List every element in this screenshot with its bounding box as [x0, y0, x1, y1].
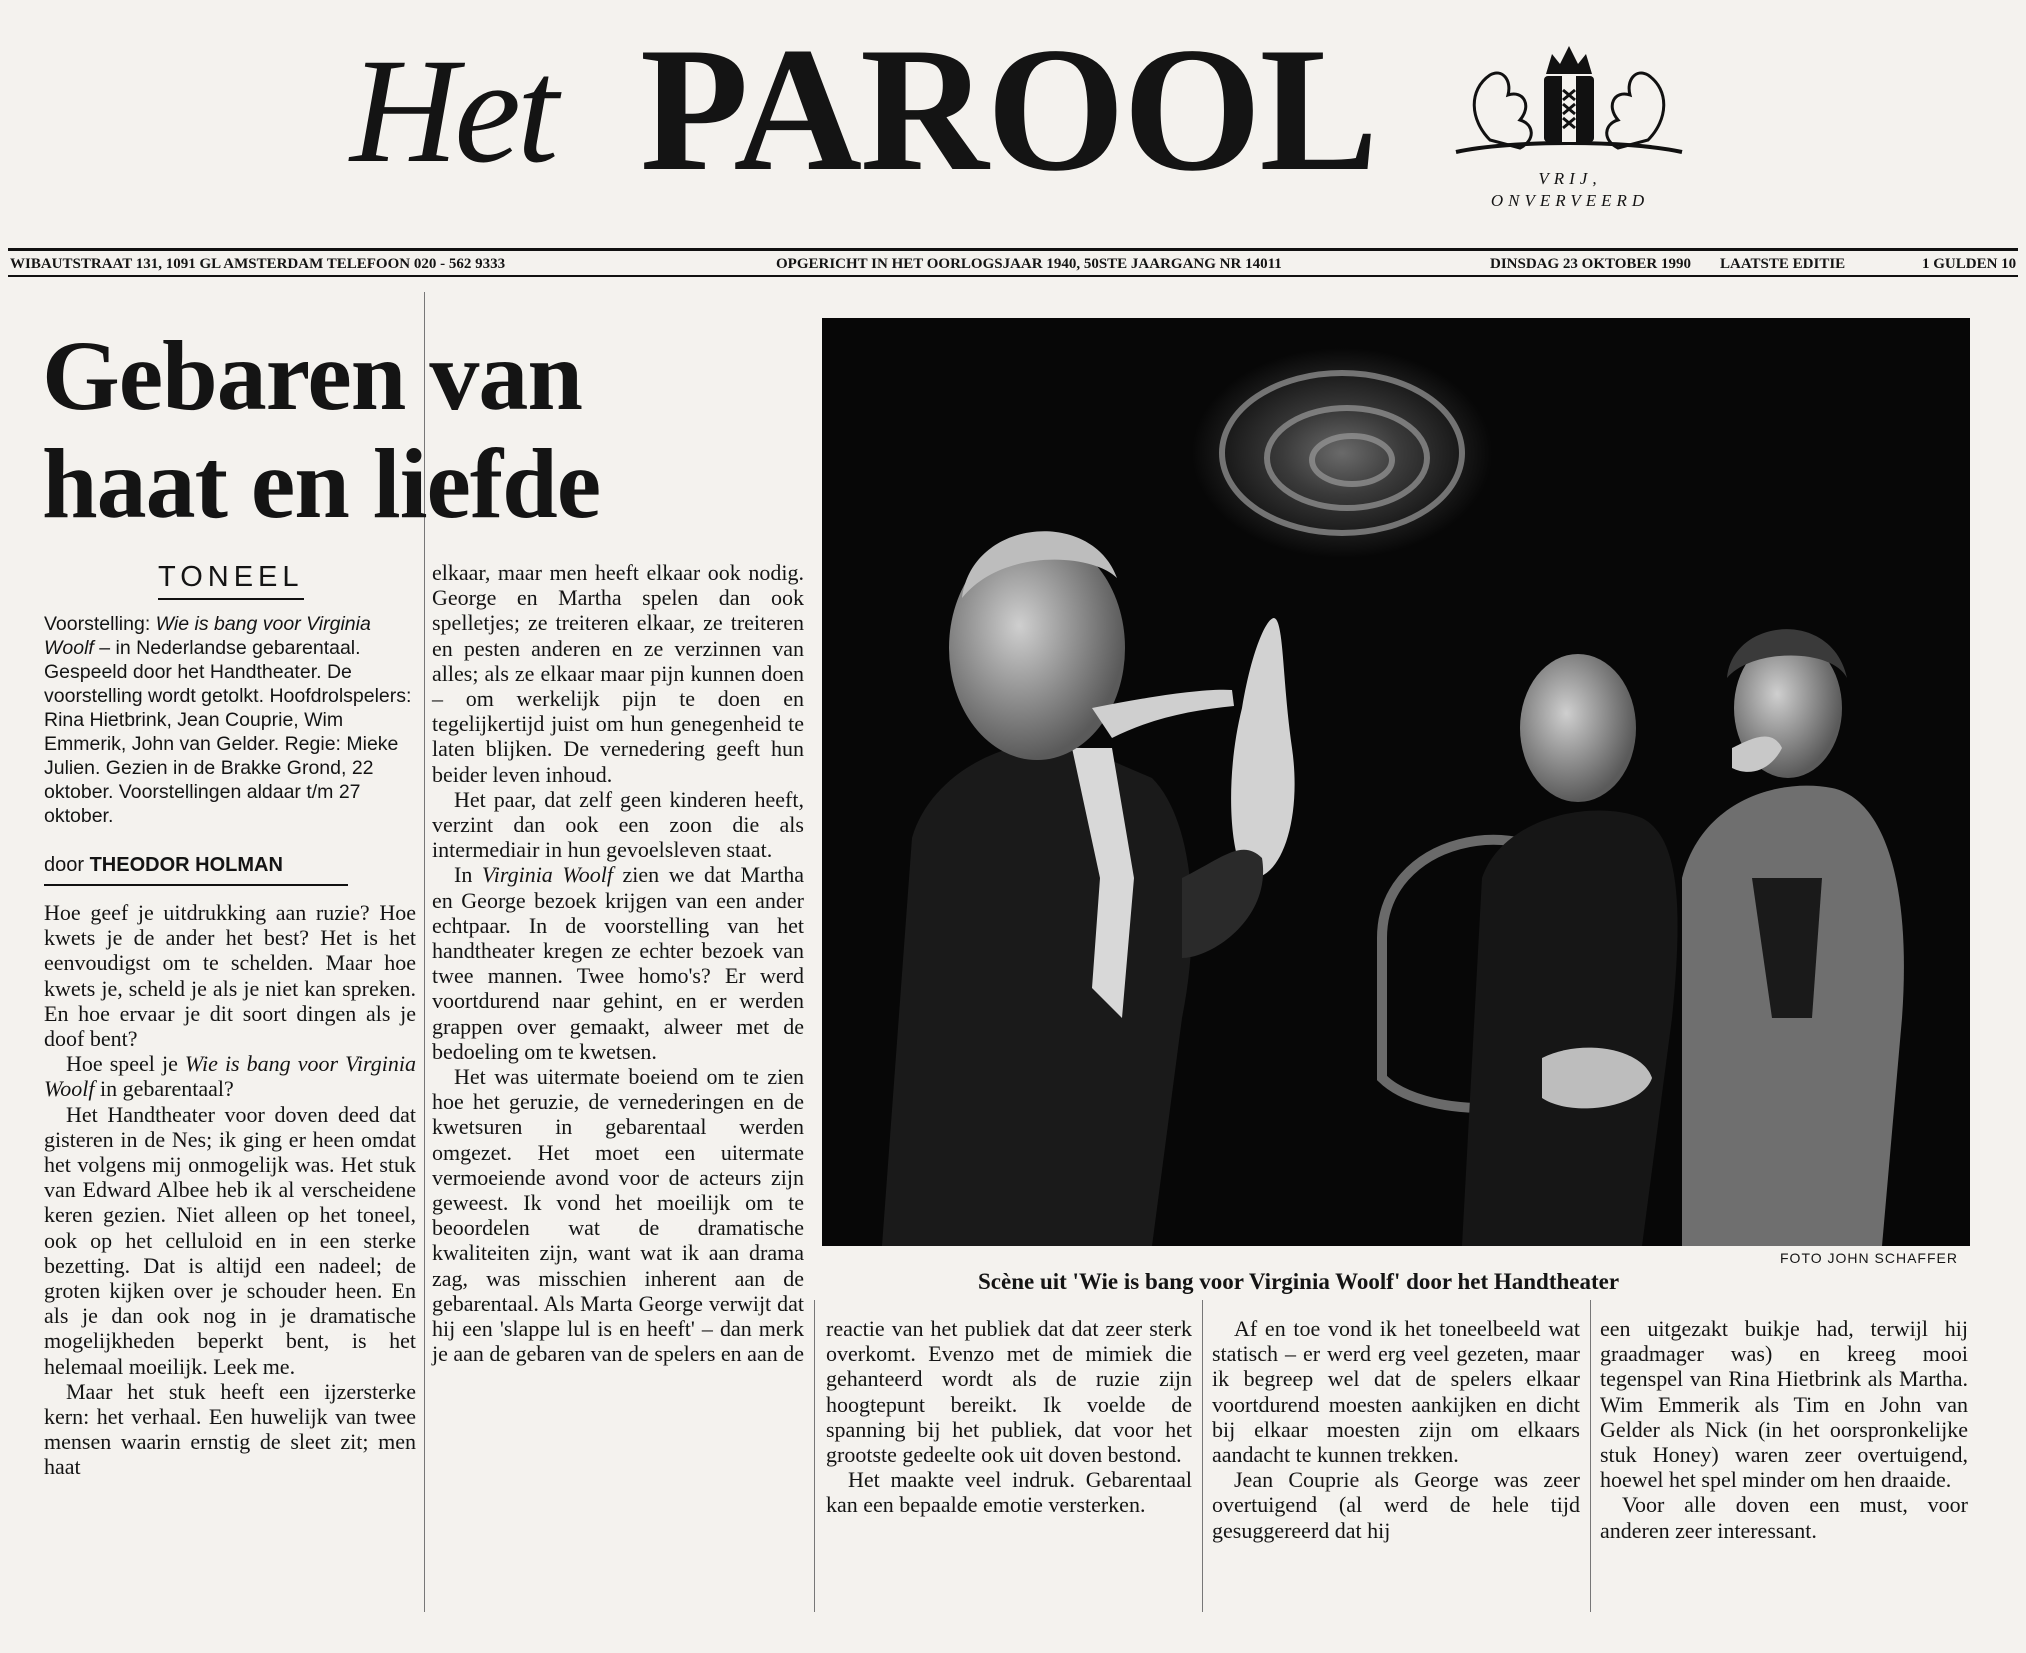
paragraph: Het maakte veel indruk. Gebarentaal kan een bepaalde emotie versterken. — [826, 1467, 1192, 1518]
text-run: In — [454, 862, 482, 888]
infobar-address: WIBAUTSTRAAT 131, 1091 GL AMSTERDAM TELEFOON 020 - 562 9333 — [10, 256, 506, 272]
article-column-1 — [44, 900, 416, 1480]
italic-title: Wie is bang voor Virginia Woolf — [44, 1051, 416, 1102]
amsterdam-crest-icon — [1450, 40, 1688, 160]
infobar-top-rule — [8, 248, 2018, 251]
article-column-2 — [432, 560, 804, 1367]
text-run: zien we dat Martha en George bezoek krijgen van een ander echtpaar. In de voorstelling van het handtheater kregen ze echter bezoek van twee mannen. Twee homo's? Er werd voortdurend naar gehint, en er werden grappen over gemaakt, alweer met de bedoeling om te kwetsen. — [432, 862, 805, 1064]
paragraph: een uitgezakt buikje had, terwijl hij graadmager was) en kreeg mooi tegenspel van Rina Hietbrink als Martha. Wim Emmerik als Tim en John van Gelder als Nick (in het oorspronkelijke stuk Honey) waren zeer overtuigend, hoewel het spel minder om hen draaide. — [1600, 1316, 1968, 1493]
section-label: TONEEL — [158, 560, 304, 600]
masthead-parool: PAROOL — [640, 10, 1377, 208]
paragraph: reactie van het publiek dat dat zeer sterk overkomt. Evenzo met de mimiek die gehanteerd wordt als de ruzie zijn hoogtepunt bereikt. Ik voelde de spanning bij het publiek, dat voor het grootste gedeelte ook uit doven bestond. — [826, 1316, 1192, 1468]
infobar — [10, 254, 2016, 274]
byline — [44, 852, 348, 886]
paragraph — [432, 862, 804, 1064]
masthead-het: Het — [350, 28, 555, 194]
infobar-founded: OPGERICHT IN HET OORLOGSJAAR 1940, 50STE JAARGANG NR 14011 — [776, 256, 1282, 272]
headline-line2: haat en liefde — [42, 428, 601, 539]
column-rule — [1590, 1300, 1591, 1612]
paragraph: Maar het stuk heeft een ijzersterke kern: het verhaal. Een huwelijk van twee mensen waarin ernstig de sleet zit; men haat — [44, 1378, 416, 1480]
masthead-tagline — [1490, 168, 1650, 212]
italic-title: Virginia Woolf — [481, 862, 613, 888]
article-column-4 — [1212, 1316, 1580, 1543]
tagline-line2: ONVERVEERD — [1490, 191, 1650, 210]
paragraph: Jean Couprie als George was zeer overtuigend (al werd de hele tijd gesuggereerd dat hij — [1212, 1467, 1580, 1543]
paragraph: elkaar, maar men heeft elkaar ook nodig. George en Martha spelen dan ook spelletjes; ze treiteren elkaar, ze treiteren en pesten anderen en ze verzinnen van alles; als ze elkaar maar pijn kunnen doen – om werkelijk pijn te doen en tegelijkertijd juist om hun genegenheid te laten blijken. De vernedering geeft hun beider leven inhoud. — [432, 560, 804, 787]
paragraph: Voor alle doven een must, voor anderen zeer interessant. — [1600, 1492, 1968, 1543]
photo-caption: Scène uit 'Wie is bang voor Virginia Woolf' door het Handtheater — [978, 1269, 1620, 1294]
article-column-5 — [1600, 1316, 1968, 1543]
infobox-details: – in Nederlandse gebarentaal. Gespeeld door het Handtheater. De voorstelling wordt getolkt. Hoofdrolspelers: Rina Hietbrink, Jean Couprie, Wim Emmerik, John van Gelder. Regie: Mieke Julien. Gezien in de Brakke Grond, 22 oktober. Voorstellingen aldaar t/m 27 oktober. — [44, 637, 412, 827]
paragraph: Het paar, dat zelf geen kinderen heeft, verzint dan ook een zoon die als intermediair in hun gevoelsleven staat. — [432, 786, 804, 863]
infobar-edition: LAATSTE EDITIE — [1720, 256, 1846, 272]
column-rule — [1202, 1300, 1203, 1612]
paragraph: Hoe geef je uitdrukking aan ruzie? Hoe kwets je de ander het best? Het is het eenvoudigst om te schelden. Maar hoe kwets je, scheld je als je niet kan spreken. En hoe ervaar je dit soort dingen als je doof bent? — [44, 900, 416, 1052]
article-headline — [42, 322, 762, 538]
paragraph: Af en toe vond ik het toneelbeeld wat statisch – er werd erg veel gezeten, maar ik begreep wel dat de spelers elkaar voortdurend moesten aankijken en dicht bij elkaar moesten zijn om elkaars aandacht te kunnen trekken. — [1212, 1316, 1580, 1468]
byline-author: THEODOR HOLMAN — [89, 854, 283, 876]
tagline-line1: VRIJ, — [1538, 169, 1602, 188]
article-column-3 — [826, 1316, 1192, 1518]
infobar-price: 1 GULDEN 10 — [1922, 256, 2017, 272]
performance-infobox — [44, 612, 418, 828]
infobar-bottom-rule — [8, 275, 2018, 277]
paragraph — [44, 1051, 416, 1101]
infobox-title: Wie is bang voor Virginia Woolf — [44, 613, 371, 659]
column-rule — [814, 1300, 815, 1612]
article-photo — [822, 318, 1970, 1246]
paragraph: Het Handtheater voor doven deed dat gisteren in de Nes; ik ging er heen omdat het volgens mij onmogelijk was. Het stuk van Edward Albee heb ik al verscheidene keren gezien. Niet alleen op het toneel, ook op het celluloid en in een sterke bezetting. Dat is altijd een nadeel; de groten kijken over je schouder heen. En als je dan ook nog in je dramatische mogelijkheden beperkt bent, is het helemaal moeilijk. Leek me. — [44, 1101, 416, 1379]
text-run: Hoe speel je — [66, 1051, 185, 1077]
byline-prefix: door — [44, 854, 90, 876]
headline-line1: Gebaren van — [42, 320, 582, 431]
infobar-date: DINSDAG 23 OKTOBER 1990 — [1490, 256, 1692, 272]
infobox-label: Voorstelling: — [44, 613, 156, 635]
text-run: in gebarentaal? — [94, 1076, 234, 1102]
stage-scene-image — [822, 318, 1970, 1246]
paragraph: Het was uitermate boeiend om te zien hoe het geruzie, de vernederingen en de kwetsuren in gebarentaal werden omgezet. Het moet een uitermate vermoeiende avond voor de acteurs zijn geweest. Ik vond het moeilijk om te beoordelen wat de dramatische kwaliteiten zijn, want wat ik aan drama zag, was misschien inherent aan de gebarentaal. Als Marta George verwijt dat hij een 'slappe lul is en heeft' – dan merk je aan de gebaren van de spelers en aan de — [432, 1064, 804, 1367]
photo-credit: FOTO JOHN SCHAFFER — [1780, 1250, 1958, 1266]
